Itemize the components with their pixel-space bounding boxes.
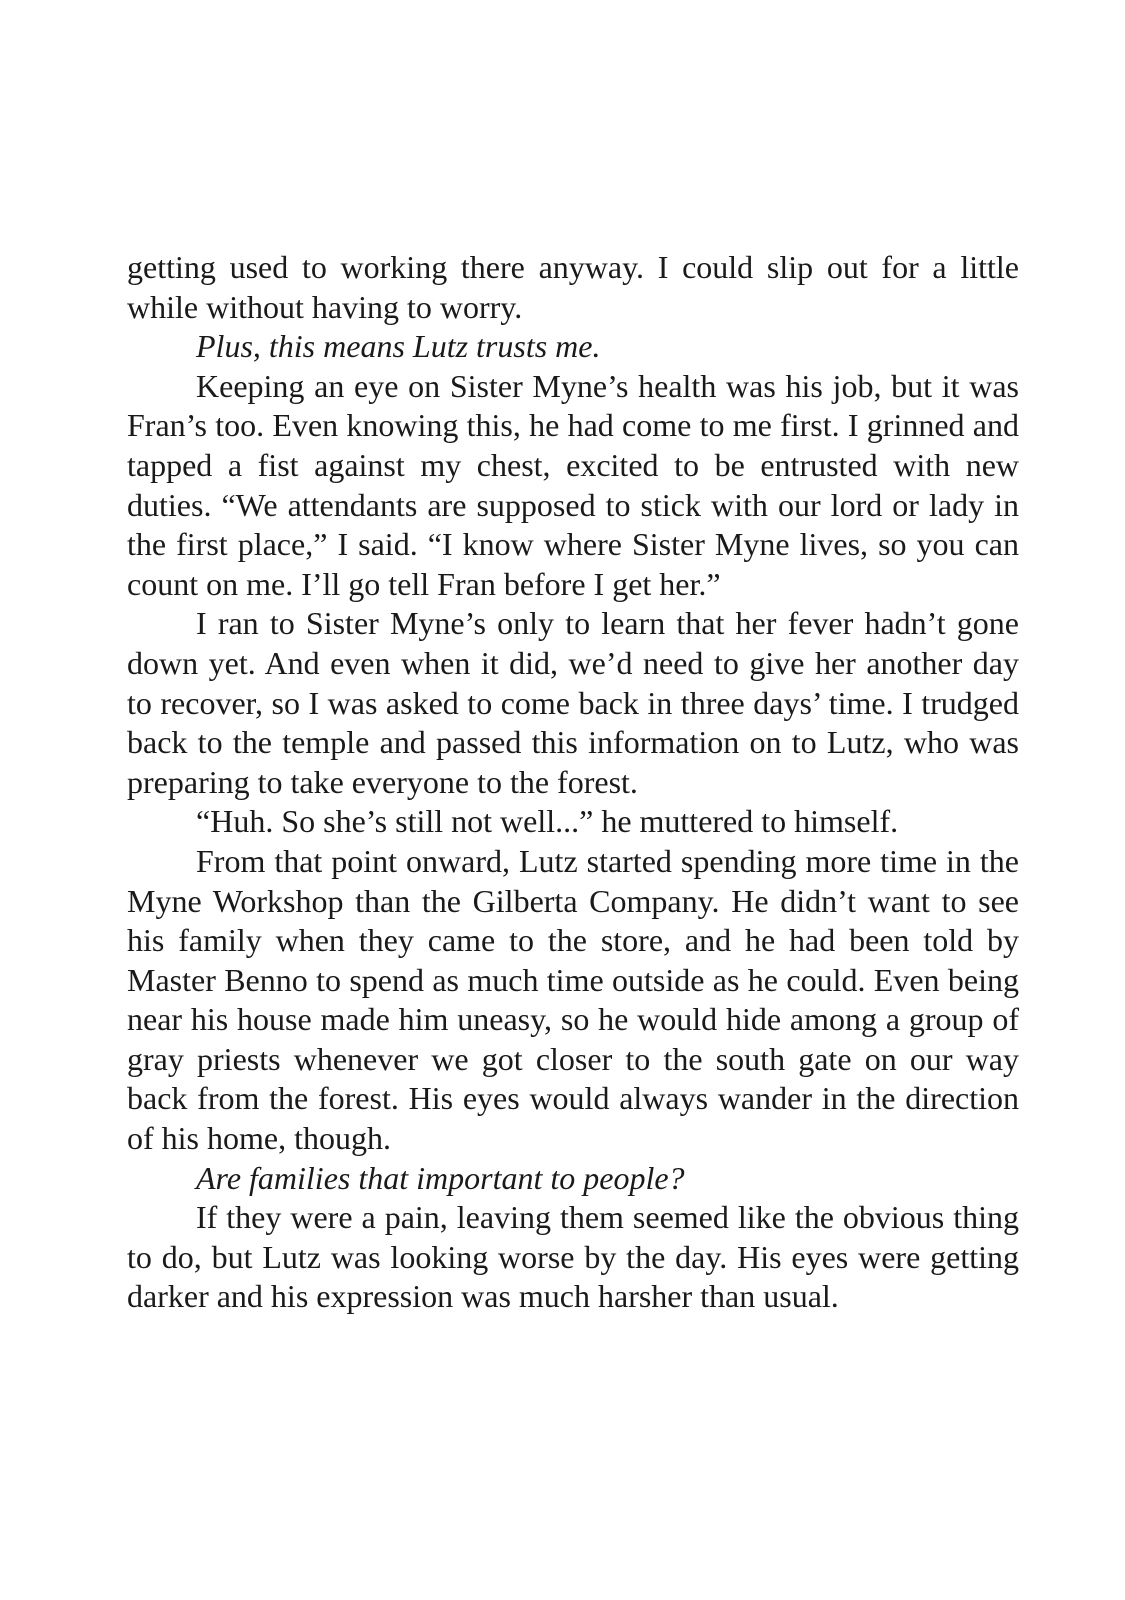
paragraph: If they were a pain, leaving them seemed like the obvious thing to do, but Lutz was looking worse by the day. His eyes were getting darker and his expression was much harsher than usual. xyxy=(127,1199,1019,1315)
dialogue-paragraph: “Huh. So she’s still not well...” he muttered to himself. xyxy=(196,803,899,840)
paragraph: I ran to Sister Myne’s only to learn that her fever hadn’t gone down yet. And even when it did, we’d need to give her another day to recover, so I was asked to come back in three days’ time. I trudged back to the temple and passed this information on to Lutz, who was preparing to take everyone to the forest. xyxy=(127,605,1019,800)
italic-thought-paragraph: Plus, this means Lutz trusts me. xyxy=(196,328,601,365)
italic-thought-paragraph: Are families that important to people? xyxy=(196,1159,685,1196)
paragraph: Keeping an eye on Sister Myne’s health was his job, but it was Fran’s too. Even knowing this, he had come to me first. I grinned and tapped a fist against my chest, excited to be entrusted with new duties. “We attendants are supposed to stick with our lord or lady in the first place,” I said. “I know where Sister Myne lives, so you can count on me. I’ll go tell Fran before I get her.” xyxy=(127,367,1019,602)
body-text xyxy=(127,248,1019,1317)
paragraph: getting used to working there anyway. I could slip out for a little while without having to worry. xyxy=(127,249,1019,325)
paragraph: From that point onward, Lutz started spending more time in the Myne Workshop than the Gilberta Company. He didn’t want to see his family when they came to the store, and he had been told by Master Benno to spend as much time outside as he could. Even being near his house made him uneasy, so he would hide among a group of gray priests whenever we got closer to the south gate on our way back from the forest. His eyes would always wander in the direction of his home, though. xyxy=(127,842,1019,1157)
